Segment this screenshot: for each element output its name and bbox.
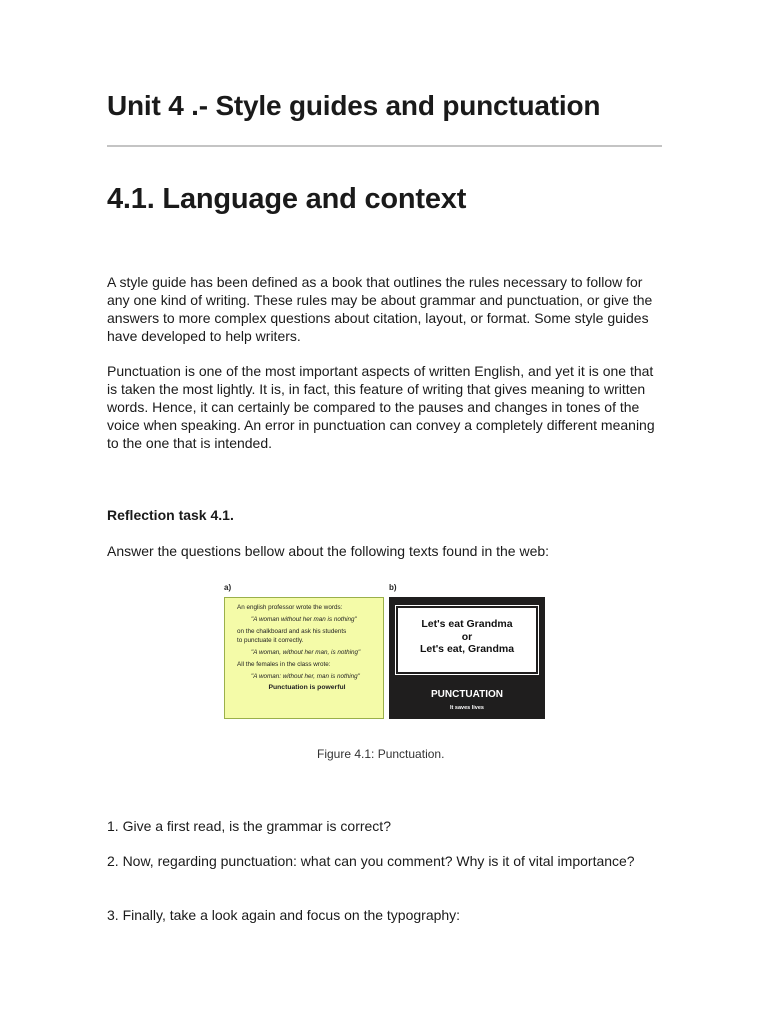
section-title: 4.1. Language and context bbox=[107, 183, 467, 215]
panel-b-line: or bbox=[461, 630, 473, 643]
panel-a-line: to punctuate it correctly. bbox=[237, 636, 304, 644]
figure-caption: Figure 4.1: Punctuation. bbox=[317, 747, 445, 761]
page-title: Unit 4 .- Style guides and punctuation bbox=[107, 90, 601, 121]
panel-a-line: All the females in the class wrote: bbox=[237, 661, 331, 669]
figure-panel-a bbox=[224, 597, 384, 719]
panel-b-heading: PUNCTUATION bbox=[430, 689, 504, 700]
panel-a-quote: "A woman without her man is nothing" bbox=[251, 616, 357, 624]
panel-b-line: Let's eat, Grandma bbox=[419, 643, 515, 655]
panel-a-line: An english professor wrote the words: bbox=[237, 604, 343, 611]
panel-b-card bbox=[398, 608, 536, 672]
figure-panel-b bbox=[389, 597, 545, 719]
panel-a-line: on the chalkboard and ask his students bbox=[237, 628, 347, 636]
panel-a-footer: Punctuation is powerful bbox=[268, 684, 346, 692]
question-1: 1. Give a first read, is the grammar is correct? bbox=[107, 818, 391, 834]
paragraph-style-guide: A style guide has been defined as a book that outlines the rules necessary to follow for any one kind of writing. These rules may be about grammar and punctuation, or give the answers to more complex questions about citation, layout, or format. Some style guides have developed to help writers. bbox=[107, 274, 653, 344]
panel-b-subtitle: It saves lives bbox=[450, 705, 484, 711]
figure-label-b: b) bbox=[389, 583, 397, 592]
instruction-text: Answer the questions bellow about the following texts found in the web: bbox=[107, 543, 550, 559]
question-3: 3. Finally, take a look again and focus on the typography: bbox=[107, 907, 461, 923]
panel-a-quote: "A woman, without her man, is nothing" bbox=[251, 648, 361, 656]
paragraph-punctuation: Punctuation is one of the most important aspects of written English, and yet it is one that is taken the most lightly. It is, in fact, this feature of writing that gives meaning to written words. Hence, it can certainly be compared to the pauses and changes in tones of the voice when speaking. An error in punctuation can convey a completely different meaning to the one that is intended. bbox=[107, 363, 655, 451]
panel-a-quote: "A woman: without her, man is nothing" bbox=[251, 673, 360, 681]
reflection-heading: Reflection task 4.1. bbox=[107, 507, 234, 523]
question-2: 2. Now, regarding punctuation: what can you comment? Why is it of vital importance? bbox=[107, 853, 635, 869]
figure-label-a: a) bbox=[224, 583, 232, 592]
panel-b-line: Let's eat Grandma bbox=[421, 618, 513, 630]
title-divider bbox=[107, 145, 662, 147]
figure-punctuation bbox=[224, 583, 546, 723]
